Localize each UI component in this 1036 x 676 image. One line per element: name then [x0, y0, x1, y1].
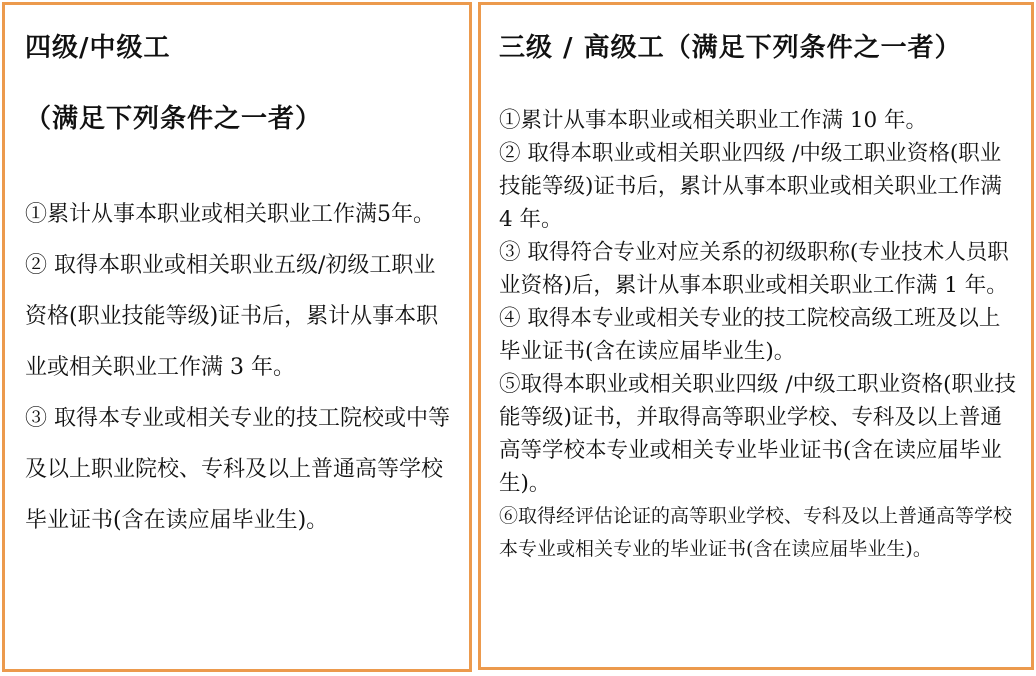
level-four-title: 四级/中级工 [25, 33, 171, 63]
level-three-conditions [499, 104, 1021, 566]
condition-item: ② 取得本职业或相关职业四级 /中级工职业资格(职业技能等级)证书后，累计从事本职业或相关职业工作满 4 年。 [499, 141, 1002, 232]
level-four-subtitle: （满足下列条件之一者） [25, 104, 323, 134]
condition-item: ② 取得本职业或相关职业五级/初级工职业资格(职业技能等级)证书后，累计从事本职业或相关职业工作满 3 年。 [25, 253, 439, 380]
condition-item: ⑤取得本职业或相关职业四级 /中级工职业资格(职业技能等级)证书，并取得高等职业学校、专科及以上普通高等学校本专业或相关专业毕业证书(含在读应届毕业生)。 [499, 372, 1016, 496]
level-four-panel [2, 2, 472, 672]
condition-item: ③ 取得符合专业对应关系的初级职称(专业技术人员职业资格)后，累计从事本职业或相关职业工作满 1 年。 [499, 240, 1009, 298]
level-three-title: 三级 / 高级工（满足下列条件之一者） [499, 33, 962, 63]
condition-item: ⑥取得经评估论证的高等职业学校、专科及以上普通高等学校本专业或相关专业的毕业证书(含在读应届毕业生)。 [499, 505, 1013, 560]
condition-item: ①累计从事本职业或相关职业工作满5年。 [25, 202, 435, 227]
condition-item: ③ 取得本专业或相关专业的技工院校或中等及以上职业院校、专科及以上普通高等学校毕业证书(含在读应届毕业生)。 [25, 406, 450, 533]
level-three-panel [478, 2, 1034, 670]
level-four-conditions [25, 189, 455, 546]
condition-item: ①累计从事本职业或相关职业工作满 10 年。 [499, 108, 928, 133]
condition-item: ④ 取得本专业或相关专业的技工院校高级工班及以上毕业证书(含在读应届毕业生)。 [499, 306, 1001, 364]
